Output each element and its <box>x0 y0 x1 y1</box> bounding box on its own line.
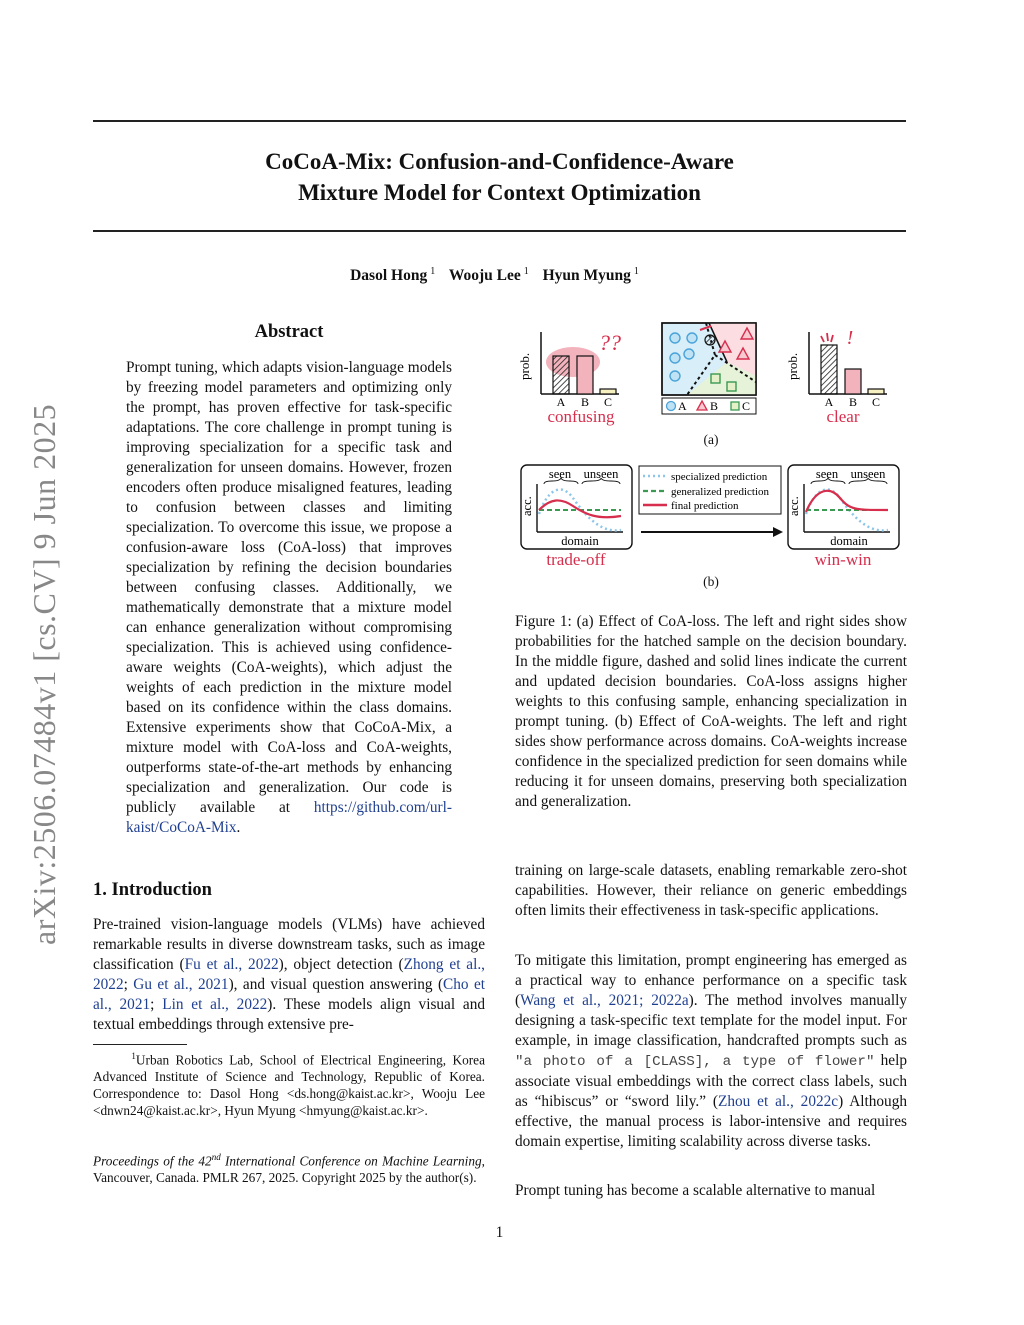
proceedings-sup: nd <box>211 1152 221 1162</box>
unseen-label: unseen <box>850 467 886 481</box>
author-name: Wooju Lee <box>448 267 521 285</box>
prob-axis-label: prob. <box>517 352 532 380</box>
tradeoff-label: trade-off <box>546 550 606 569</box>
figure-1a-label: (a) <box>703 432 719 447</box>
sample-a <box>670 353 680 363</box>
domain-label: domain <box>561 534 599 548</box>
citation-link[interactable]: Zhou et al., 2022c <box>717 1093 839 1110</box>
bar-a-hatched <box>821 345 837 394</box>
figure-caption: Figure 1: (a) Effect of CoA-loss. The left and right sides show probabilities for the hatched sample on the decision boundary. In the middle figure, dashed and solid lines indicate the current and updated decision boundaries. CoA-loss assigns higher weights to this confusing sample, enhancing specialization in prompt tuning. (b) Effect of CoA-weights. The left and right sides show performance across domains. CoA-weights increase confidence in the specialized prediction for seen domains while reducing it for unseen domains, preserving both specialization and generalization. <box>515 613 907 810</box>
arxiv-stamp: arXiv:2506.07484v1 [cs.CV] 9 Jun 2025 <box>26 403 62 945</box>
legend-final-label: final prediction <box>671 500 739 512</box>
abstract-heading: Abstract <box>254 322 324 342</box>
author-affiliation: 1 <box>523 266 529 277</box>
clear-bar-chart <box>785 327 887 426</box>
body-text: help associate visual embeddings with the correct class labels, such as “hibiscus” or “sword lily.” ( <box>515 1052 907 1110</box>
body-paragraph <box>515 951 907 1152</box>
abstract-text: Prompt tuning, which adapts vision-language models by freezing model parameters and optimizing only the prompt, has proven effective for task-specific adaptations. The core challenge in prompt tuning is improving specialization for a specific task and generalization for unseen domains. However, frozen encoders often produce misaligned features, leading to confusion between classes and limiting specialization. To overcome this issue, we propose a confusion-aware loss (CoA-loss) that improves specialization by refining the decision boundaries between confusing classes. Additionally, we mathematically demonstrate that a mixture model can enhance generalization without compromising specialization. This is achieved using confidence-aware weights (CoA-weights), which adjust the weights of each prediction in the mixture model based on its confidence within the class domains. Extensive experiments show that CoCoA-Mix, a mixture model with CoA-loss and CoA-weights, outperforms state-of-the-art methods by enhancing specialization and generalization. Our code is publicly available at <box>126 359 452 816</box>
legend-b-label: B <box>710 399 719 413</box>
page-number: 1 <box>495 1224 504 1241</box>
confusing-bar-chart <box>517 330 621 426</box>
body-paragraph: training on large-scale datasets, enabling remarkable zero-shot capabilities. However, their reliance on generic embeddings often limits their effectiveness in task-specific applications. <box>515 862 907 919</box>
bar-label-a: A <box>556 395 566 409</box>
sample-c <box>727 382 736 391</box>
top-rule <box>93 120 906 122</box>
intro-text: ). These models align visual and textual embeddings through extensive pre- <box>93 996 486 1033</box>
legend-c-icon <box>731 402 739 410</box>
author-affiliation: 1 <box>633 266 639 277</box>
body-text: To mitigate this limitation, prompt engineering has emerged as a practical way to enhance performance on a specific task ( <box>515 952 907 1009</box>
footnote <box>93 1048 485 1120</box>
seen-label: seen <box>815 467 839 481</box>
citation-link[interactable]: Zhong et al., 2022 <box>93 956 485 993</box>
bar-label-c: C <box>603 395 613 409</box>
legend-a-label: A <box>678 399 687 413</box>
bar-b <box>845 369 861 394</box>
footnote-rule <box>93 1044 187 1045</box>
emphasis-marks <box>821 333 833 342</box>
sample-a <box>670 333 680 343</box>
proceedings-italic: Proceedings of the 42 <box>93 1153 212 1169</box>
citation-link[interactable]: Wang et al., 2021; 2022a <box>520 992 689 1009</box>
body-text: ) Although effective, the manual process is labor-intensive and requires domain expertise, limiting scalability across diverse tasks. <box>515 1093 907 1150</box>
figure-1a <box>515 318 907 430</box>
confusing-label: confusing <box>547 407 615 426</box>
bar-b <box>577 356 593 394</box>
author-affiliation: 1 <box>430 266 436 277</box>
body-text: ). The method involves manually designing a task-specific text template for the model input. For example, in image classification, handcrafted prompts such as <box>515 992 907 1049</box>
author-name: Dasol Hong <box>350 267 428 285</box>
bar-a-hatched <box>553 356 569 394</box>
proceedings-rest: , Vancouver, Canada. PMLR 267, 2025. Copyright 2025 by the author(s). <box>93 1153 485 1186</box>
winwin-panel <box>787 465 899 569</box>
figure-1b <box>515 462 907 574</box>
winwin-label: win-win <box>814 550 872 569</box>
legend-c-label: C <box>742 399 751 413</box>
abstract-body <box>126 358 452 838</box>
intro-text: ), object detection ( <box>278 956 404 973</box>
proceedings-note <box>93 1149 485 1187</box>
sample-a <box>687 333 697 343</box>
citation-link[interactable]: Cho et al., 2021 <box>93 976 486 1013</box>
title-line-2: Mixture Model for Context Optimization <box>298 180 701 205</box>
intro-text: ; <box>123 976 134 993</box>
legend-specialized-label: specialized prediction <box>671 471 768 483</box>
proceedings-italic-2: International Conference on Machine Learning <box>220 1153 482 1169</box>
prompt-example: "a photo of a [CLASS], a type of flower" <box>515 1054 875 1070</box>
intro-text: ; <box>150 996 163 1013</box>
sample-a <box>684 349 694 359</box>
intro-text: Pre-trained vision-language models (VLMs) have achieved remarkable results in diverse downstream tasks, such as image classification ( <box>93 916 485 973</box>
sample-c <box>711 374 720 383</box>
paper-title <box>93 146 906 208</box>
bar-label-a: A <box>824 395 834 409</box>
clear-label: clear <box>826 407 860 426</box>
citation-link[interactable]: Gu et al., 2021 <box>133 976 229 993</box>
citation-link[interactable]: Lin et al., 2022 <box>162 996 268 1013</box>
intro-text: ), and visual question answering ( <box>228 976 444 993</box>
hatched-sample <box>705 335 715 345</box>
bar-c <box>868 389 884 394</box>
unseen-label: unseen <box>583 467 619 481</box>
figure-1b-label: (b) <box>703 574 719 589</box>
bar-c <box>600 389 616 394</box>
decision-boundary-panel <box>662 323 756 414</box>
bar-label-b: B <box>848 395 858 409</box>
intro-paragraph <box>93 915 485 1035</box>
title-bottom-rule <box>93 230 906 232</box>
bar-label-c: C <box>871 395 881 409</box>
abstract-text-end: . <box>236 819 241 836</box>
footnote-mark: 1 <box>131 1051 136 1061</box>
citation-link[interactable]: Fu et al., 2022 <box>184 956 279 973</box>
author-name: Hyun Myung <box>542 267 631 285</box>
seen-label: seen <box>548 467 572 481</box>
acc-axis-label: acc. <box>787 496 801 516</box>
body-paragraph: Prompt tuning has become a scalable alternative to manual <box>515 1182 876 1199</box>
domain-label: domain <box>830 534 868 548</box>
sample-a <box>670 371 680 381</box>
prob-axis-label: prob. <box>785 352 800 380</box>
question-marks: ?? <box>599 330 621 355</box>
acc-axis-label: acc. <box>520 496 534 516</box>
title-line-1: CoCoA-Mix: Confusion-and-Confidence-Aware <box>265 149 734 174</box>
code-link[interactable]: https://github.com/url-kaist/CoCoA-Mix <box>126 799 452 836</box>
transition-arrow-head <box>773 527 783 537</box>
exclamation-mark: ! <box>846 327 854 349</box>
tradeoff-panel <box>520 465 632 569</box>
author-list <box>93 266 906 285</box>
legend-a-icon <box>667 402 676 411</box>
legend-generalized-label: generalized prediction <box>671 486 770 498</box>
section-heading-introduction: 1. Introduction <box>93 880 212 900</box>
prediction-legend <box>639 466 783 537</box>
bar-label-b: B <box>580 395 590 409</box>
footnote-text: Urban Robotics Lab, School of Electrical Engineering, Korea Advanced Institute of Science and Technology, Republic of Korea. Correspondence to: Dasol Hong <ds.hong@kaist.ac.kr>, Wooju Lee <dnwn24@kaist.ac.kr>, Hyun Myung <hmyung@kaist.ac.kr>. <box>93 1052 485 1118</box>
